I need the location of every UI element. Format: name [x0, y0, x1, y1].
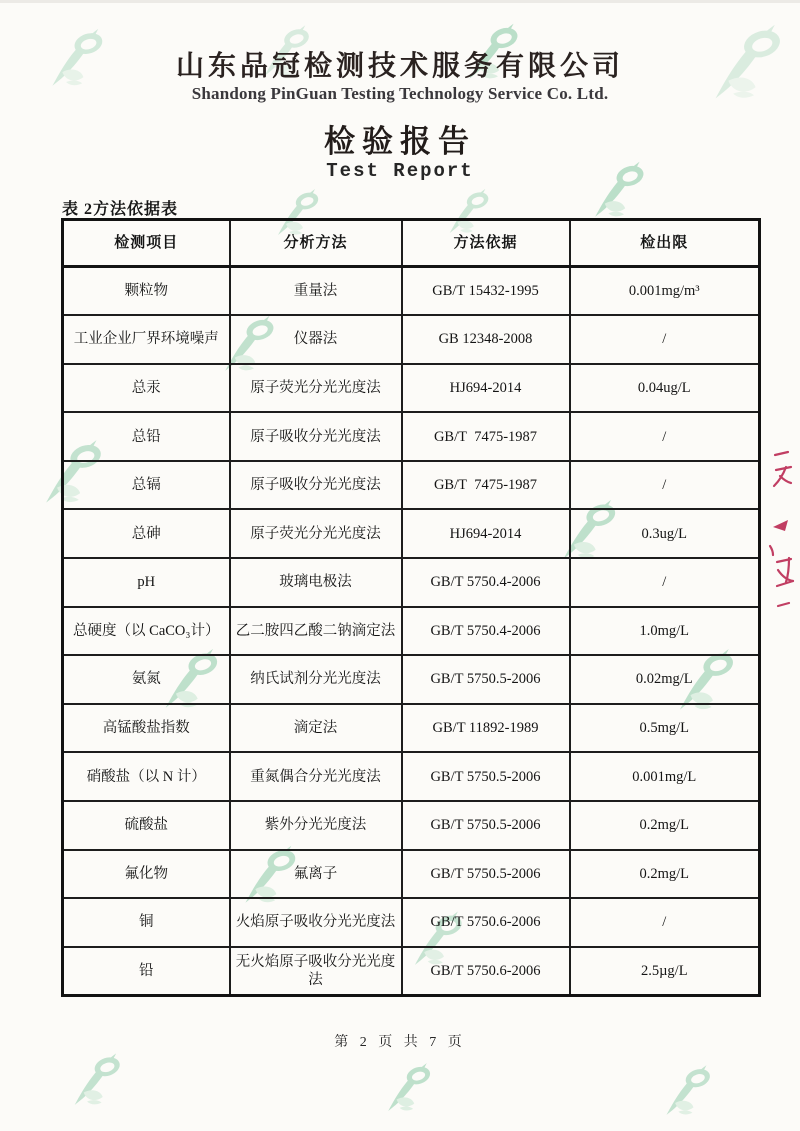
table-cell-col1: 原子荧光分光光度法 [230, 509, 402, 558]
table-cell-col2: HJ694-2014 [402, 509, 570, 558]
column-header-1: 分析方法 [230, 220, 402, 267]
report-title-en: Test Report [326, 160, 474, 182]
table-cell-col0: 颗粒物 [63, 267, 230, 316]
table-cell-col2: GB 12348-2008 [402, 315, 570, 364]
table-cell-col3: 0.5mg/L [570, 704, 760, 753]
table-cell-col2: GB/T 15432-1995 [402, 267, 570, 316]
table-cell-col2: GB/T 5750.4-2006 [402, 607, 570, 656]
table-cell-col0: 总汞 [63, 364, 230, 413]
table-row [63, 558, 760, 607]
table-cell-col1: 重量法 [230, 267, 402, 316]
table-cell-col0: 总镉 [63, 461, 230, 510]
table-header-row [63, 220, 760, 267]
methods-table [61, 218, 761, 997]
table-cell-col1: 原子荧光分光光度法 [230, 364, 402, 413]
table-cell-col2: GB/T 5750.4-2006 [402, 558, 570, 607]
table-row [63, 607, 760, 656]
column-header-0: 检测项目 [63, 220, 230, 267]
table-row [63, 412, 760, 461]
table-cell-col3: / [570, 898, 760, 947]
table-cell-col0: 高锰酸盐指数 [63, 704, 230, 753]
table-cell-col1: 乙二胺四乙酸二钠滴定法 [230, 607, 402, 656]
table-row [63, 704, 760, 753]
table-cell-col1: 滴定法 [230, 704, 402, 753]
table-cell-col3: 1.0mg/L [570, 607, 760, 656]
table-cell-col0: 铜 [63, 898, 230, 947]
table-cell-col1: 氟离子 [230, 850, 402, 899]
column-header-3: 检出限 [570, 220, 760, 267]
table-cell-col0: 氨氮 [63, 655, 230, 704]
table-row [63, 461, 760, 510]
table-row [63, 315, 760, 364]
table-cell-col2: HJ694-2014 [402, 364, 570, 413]
table-row [63, 947, 760, 996]
table-cell-col3: 0.001mg/L [570, 752, 760, 801]
table-cell-col1: 仪器法 [230, 315, 402, 364]
table-row [63, 655, 760, 704]
table-cell-col1: 原子吸收分光光度法 [230, 412, 402, 461]
table-row [63, 509, 760, 558]
table-cell-col1: 无火焰原子吸收分光光度法 [230, 947, 402, 996]
table-cell-col3: 0.02mg/L [570, 655, 760, 704]
table-cell-col0: 总砷 [63, 509, 230, 558]
table-cell-col2: GB/T 5750.5-2006 [402, 801, 570, 850]
table-cell-col1: 火焰原子吸收分光光度法 [230, 898, 402, 947]
table-cell-col2: GB/T 11892-1989 [402, 704, 570, 753]
table-cell-col1: 原子吸收分光光度法 [230, 461, 402, 510]
table-cell-col2: GB/T 7475-1987 [402, 461, 570, 510]
table-cell-col1: 玻璃电极法 [230, 558, 402, 607]
table-cell-col1: 重氮偶合分光光度法 [230, 752, 402, 801]
table-cell-col3: 0.2mg/L [570, 850, 760, 899]
table-cell-col3: 0.2mg/L [570, 801, 760, 850]
table-cell-col3: / [570, 412, 760, 461]
table-row [63, 364, 760, 413]
table-cell-col2: GB/T 5750.6-2006 [402, 947, 570, 996]
table-caption: 表 2方法依据表 [62, 201, 179, 218]
company-name-cn: 山东品冠检测技术服务有限公司 [175, 51, 624, 82]
table-cell-col1: 纳氏试剂分光光度法 [230, 655, 402, 704]
table-cell-col2: GB/T 5750.5-2006 [402, 655, 570, 704]
table-cell-col2: GB/T 5750.5-2006 [402, 752, 570, 801]
table-row [63, 267, 760, 316]
table-cell-col0: 铅 [63, 947, 230, 996]
table-cell-col3: 0.3ug/L [570, 509, 760, 558]
table-cell-col3: / [570, 315, 760, 364]
table-cell-col3: / [570, 558, 760, 607]
table-cell-col0: 氟化物 [63, 850, 230, 899]
table-cell-col0: 总铅 [63, 412, 230, 461]
table-cell-col3: / [570, 461, 760, 510]
table-row [63, 850, 760, 899]
methods-table-wrap [61, 218, 758, 997]
table-cell-col0: pH [63, 558, 230, 607]
table-cell-col3: 0.001mg/m³ [570, 267, 760, 316]
table-cell-col0: 工业企业厂界环境噪声 [63, 315, 230, 364]
table-cell-col2: GB/T 5750.5-2006 [402, 850, 570, 899]
company-name-en: Shandong PinGuan Testing Technology Service Co. Ltd. [191, 84, 609, 103]
column-header-2: 方法依据 [402, 220, 570, 267]
table-cell-col0: 硝酸盐（以 N 计） [63, 752, 230, 801]
table-cell-col2: GB/T 5750.6-2006 [402, 898, 570, 947]
page-number: 第 2 页 共 7 页 [334, 1035, 466, 1050]
table-cell-col0: 总硬度（以 CaCO₃计） [63, 607, 230, 656]
table-cell-col3: 2.5µg/L [570, 947, 760, 996]
table-cell-col2: GB/T 7475-1987 [402, 412, 570, 461]
table-cell-col0: 硫酸盐 [63, 801, 230, 850]
table-cell-col3: 0.04ug/L [570, 364, 760, 413]
scan-edge [0, 0, 800, 3]
table-cell-col1: 紫外分光光度法 [230, 801, 402, 850]
table-row [63, 752, 760, 801]
table-row [63, 898, 760, 947]
table-row [63, 801, 760, 850]
report-title-cn: 检验报告 [324, 124, 476, 159]
